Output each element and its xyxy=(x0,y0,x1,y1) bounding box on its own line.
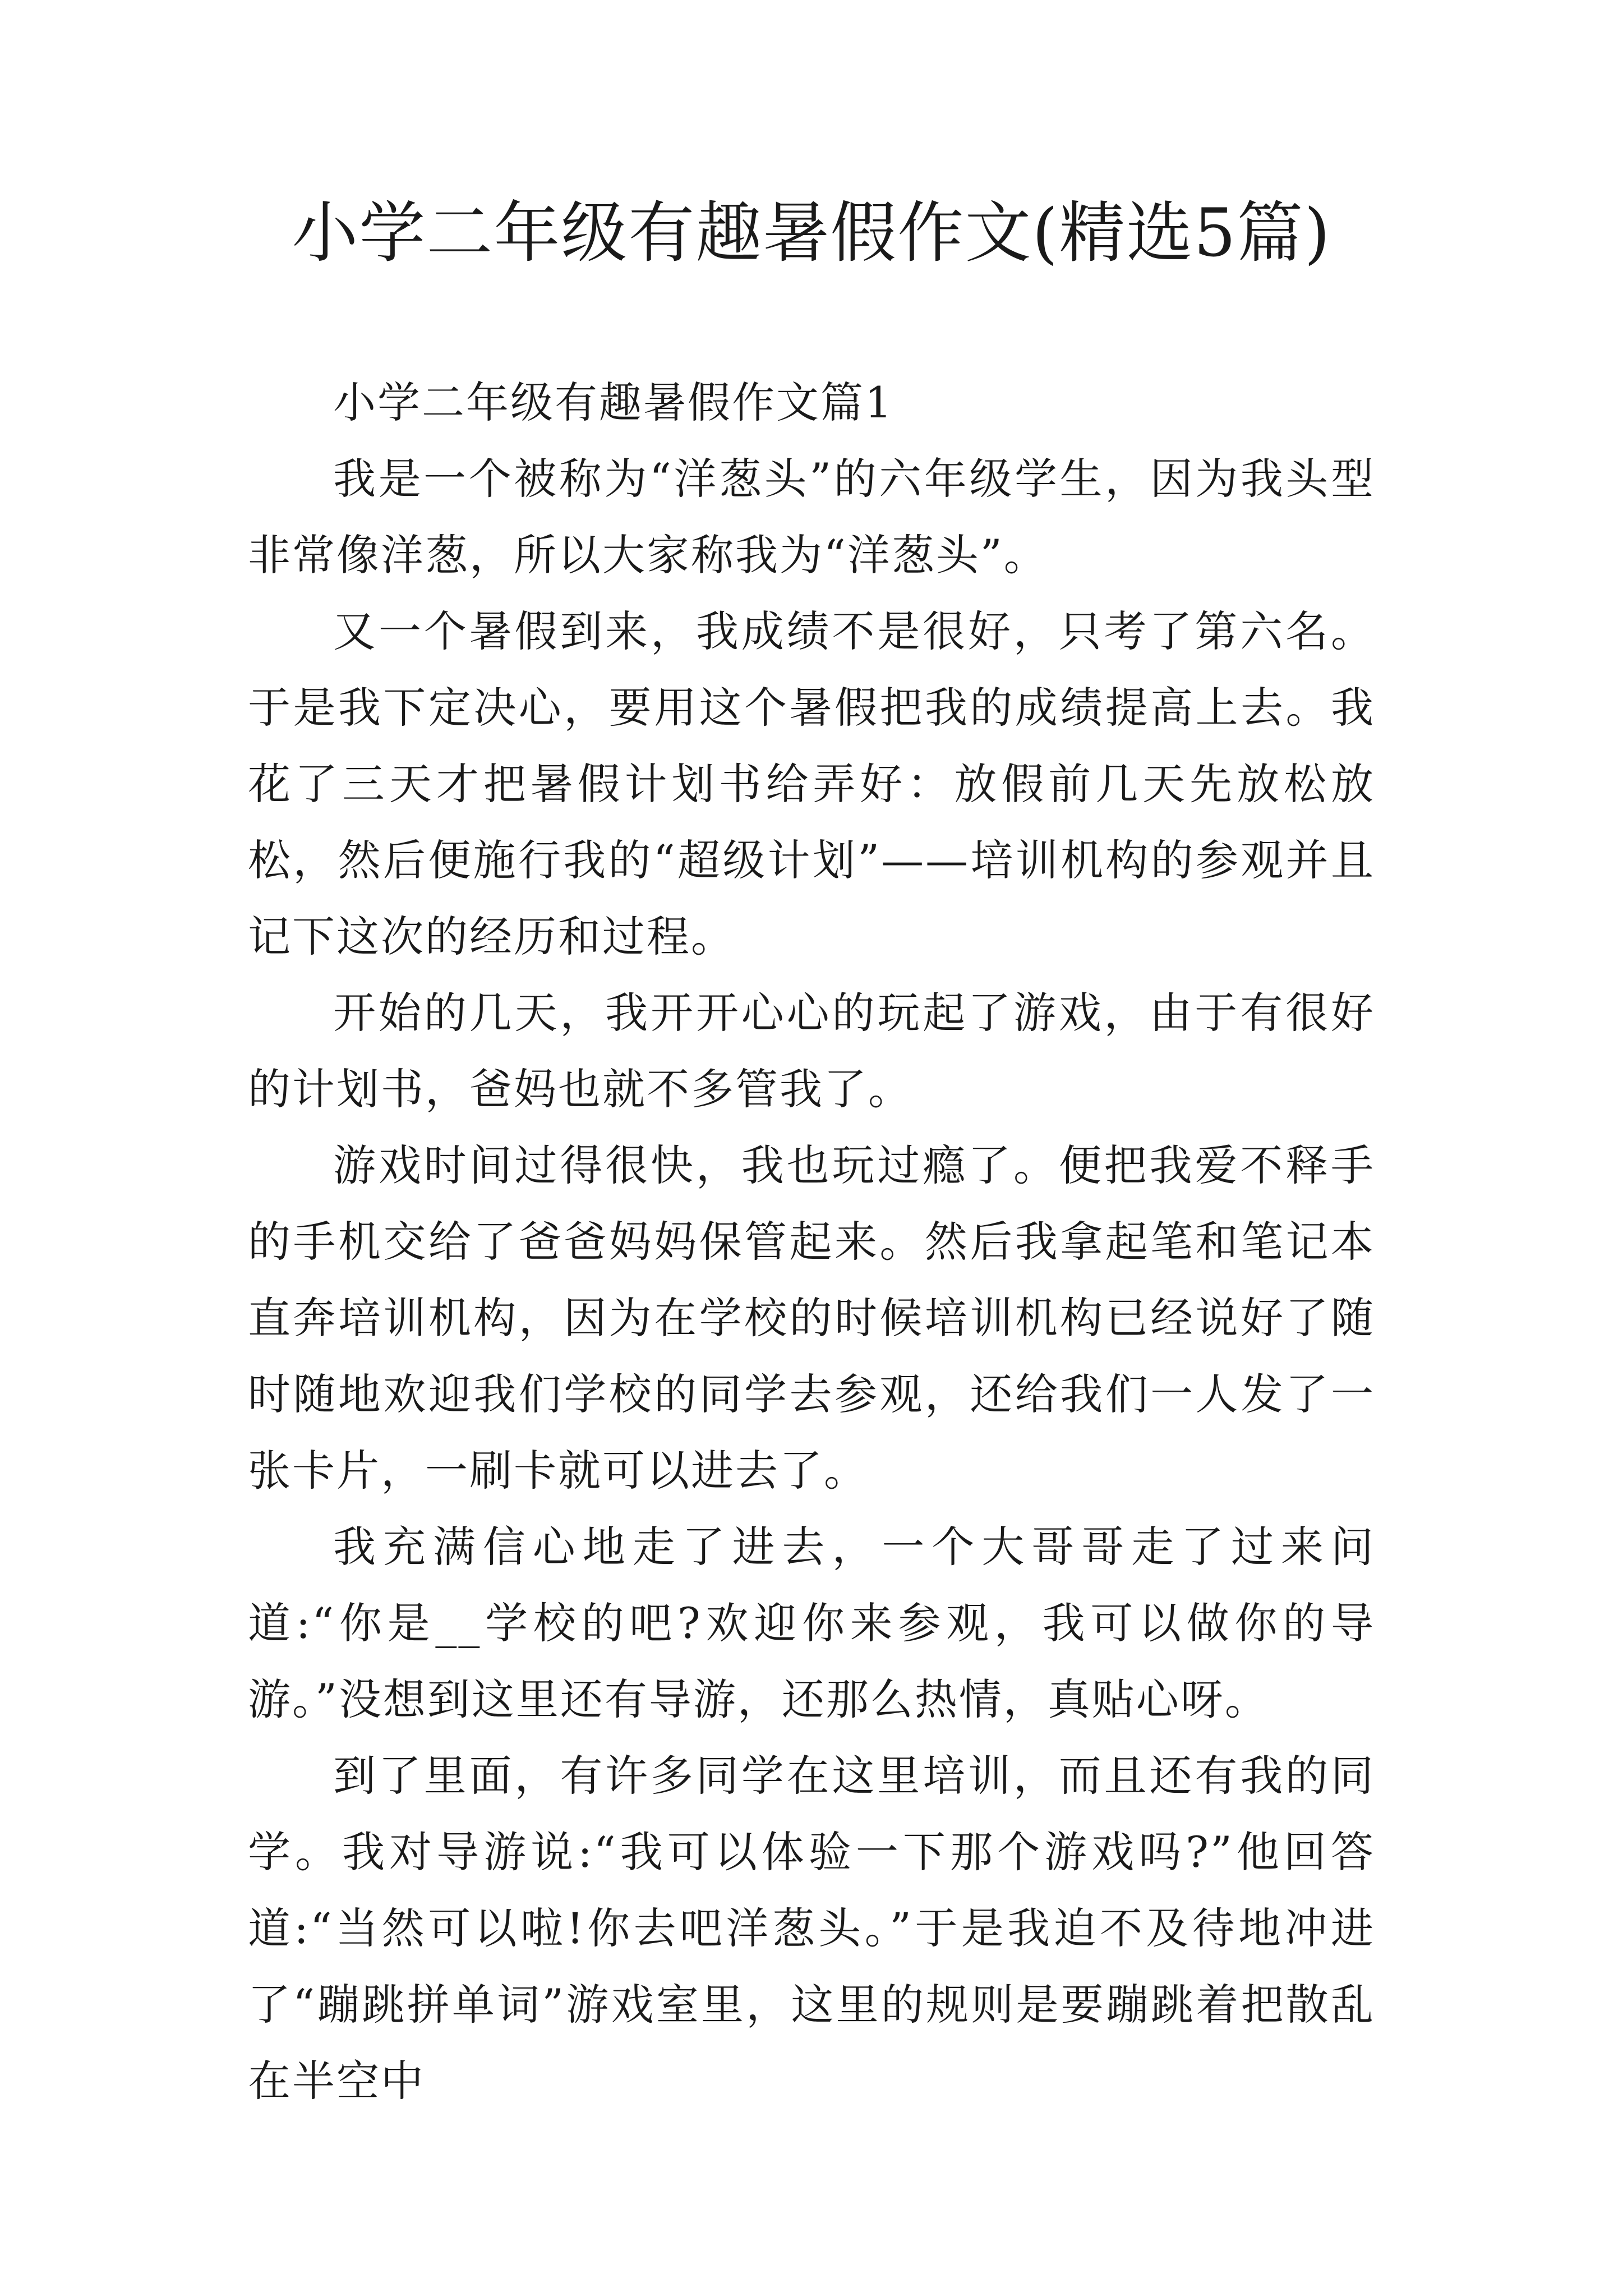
paragraph: 又一个暑假到来，我成绩不是很好，只考了第六名。于是我下定决心，要用这个暑假把我的成绩提高上去。我花了三天才把暑假计划书给弄好：放假前几天先放松放松，然后便施行我的“超级计划”——培训机构的参观并且记下这次的经历和过程。 xyxy=(248,606,1375,961)
paragraph: 开始的几天，我开开心心的玩起了游戏，由于有很好的计划书，爸妈也就不多管我了。 xyxy=(248,988,1375,1114)
section-heading: 小学二年级有趣暑假作文篇1 xyxy=(333,378,894,427)
document-title: 小学二年级有趣暑假作文(精选5篇) xyxy=(292,194,1331,272)
paragraph: 游戏时间过得很快，我也玩过瘾了。便把我爱不释手的手机交给了爸爸妈妈保管起来。然后我拿起笔和笔记本直奔培训机构，因为在学校的时候培训机构已经说好了随时随地欢迎我们学校的同学去参观，还给我们一人发了一张卡片，一刷卡就可以进去了。 xyxy=(248,1140,1375,1496)
paragraph: 我是一个被称为“洋葱头”的六年级学生，因为我头型非常像洋葱，所以大家称我为“洋葱头”。 xyxy=(248,454,1375,580)
paragraph: 到了里面，有许多同学在这里培训，而且还有我的同学。我对导游说:“我可以体验一下那个游戏吗?”他回答道:“当然可以啦!你去吧洋葱头。”于是我迫不及待地冲进了“蹦跳拼单词”游戏室里，这里的规则是要蹦跳着把散乱在半空中 xyxy=(248,1751,1375,2106)
document-body xyxy=(248,365,1375,2119)
paragraph: 我充满信心地走了进去，一个大哥哥走了过来问道:“你是__学校的吧?欢迎你来参观，我可以做你的导游。”没想到这里还有导游，还那么热情，真贴心呀。 xyxy=(248,1522,1375,1724)
